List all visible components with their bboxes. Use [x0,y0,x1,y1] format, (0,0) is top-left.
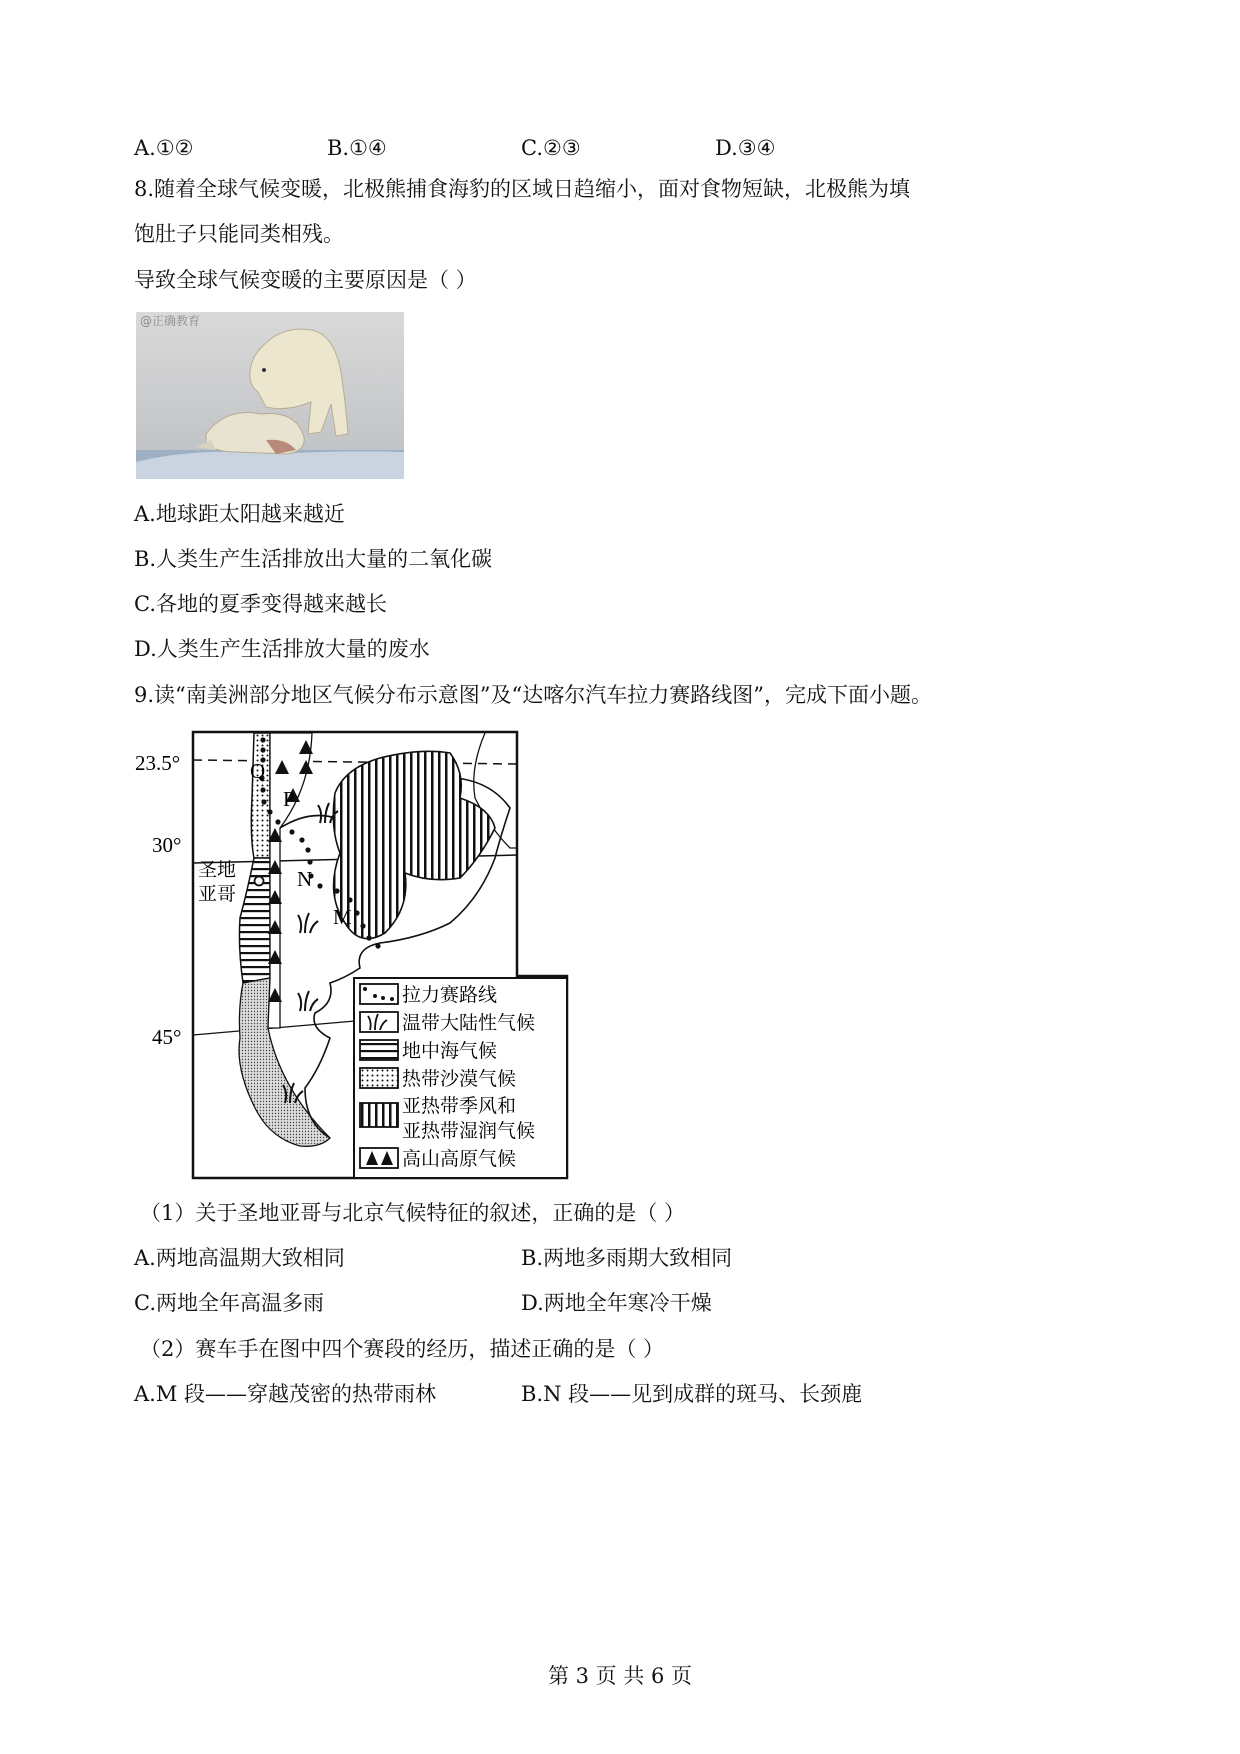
polar-bear-photo [136,312,404,479]
legend-subtropical-line1: 亚热带季风和 [402,1095,517,1117]
q8-question: 导致全球气候变暖的主要原因是（ ） [134,268,477,292]
q9-sub1-option-b: B.两地多雨期大致相同 [521,1246,733,1270]
q7-option-b: B.①④ [327,136,387,160]
q8-option-c: C.各地的夏季变得越来越长 [134,592,387,616]
santiago-marker [255,877,264,886]
legend-mediterranean: 地中海气候 [402,1040,498,1062]
q9-sub1-option-d: D.两地全年寒冷干燥 [521,1291,712,1315]
point-p-label: P [283,787,295,811]
watermark-text: @正确教育 [140,314,201,328]
q8-option-a: A.地球距太阳越来越近 [134,502,345,526]
point-m-label: M [333,905,352,929]
legend-rally-route: 拉力赛路线 [402,984,498,1006]
q8-stem-line2: 饱肚子只能同类相残。 [134,222,344,246]
q8-stem-line1: 8.随着全球气候变暖，北极熊捕食海豹的区域日趋缩小，面对食物短缺，北极熊为填 [134,177,911,201]
q9-sub2-question: （2）赛车手在图中四个赛段的经历，描述正确的是（ ） [140,1337,665,1361]
point-n-label: N [297,867,313,891]
legend-temperate-continental: 温带大陆性气候 [402,1012,536,1034]
q9-sub1-option-a: A.两地高温期大致相同 [134,1246,345,1270]
lat-30-label: 30° [152,833,182,857]
climate-map-figure [130,728,580,1183]
tropical-desert-icon [360,1068,398,1088]
lat-23-5-label: 23.5° [135,751,181,775]
point-q-label: Q [250,759,266,783]
q9-sub2-option-b: B.N 段——见到成群的斑马、长颈鹿 [521,1382,863,1406]
q8-option-d: D.人类生产生活排放大量的废水 [134,637,430,661]
polar-bear-image [136,312,404,479]
subtropical-monsoon-humid-icon [360,1103,398,1127]
rally-route-icon [360,984,398,1004]
city-label-line1: 圣地 [198,859,237,881]
south-america-climate-map [130,728,580,1183]
legend-subtropical-line2: 亚热带湿润气候 [402,1120,536,1142]
legend-highland: 高山高原气候 [402,1148,517,1170]
q7-option-c: C.②③ [521,136,581,160]
lat-45-label: 45° [152,1025,182,1049]
q9-sub2-option-a: A.M 段——穿越茂密的热带雨林 [134,1382,437,1406]
q8-option-b: B.人类生产生活排放出大量的二氧化碳 [134,547,493,571]
legend-tropical-desert: 热带沙漠气候 [402,1068,517,1090]
q9-stem: 9.读“南美洲部分地区气候分布示意图”及“达喀尔汽车拉力赛路线图”，完成下面小题。 [134,683,932,707]
mediterranean-icon [360,1040,398,1060]
temperate-continental-icon [360,1012,398,1032]
q9-sub1-question: （1）关于圣地亚哥与北京气候特征的叙述，正确的是（ ） [140,1201,686,1225]
q7-option-a: A.①② [134,136,194,160]
q9-sub1-option-c: C.两地全年高温多雨 [134,1291,324,1315]
q7-option-d: D.③④ [715,136,776,160]
page-number: 第 3 页 共 6 页 [547,1664,693,1688]
city-label-line2: 亚哥 [198,883,237,905]
